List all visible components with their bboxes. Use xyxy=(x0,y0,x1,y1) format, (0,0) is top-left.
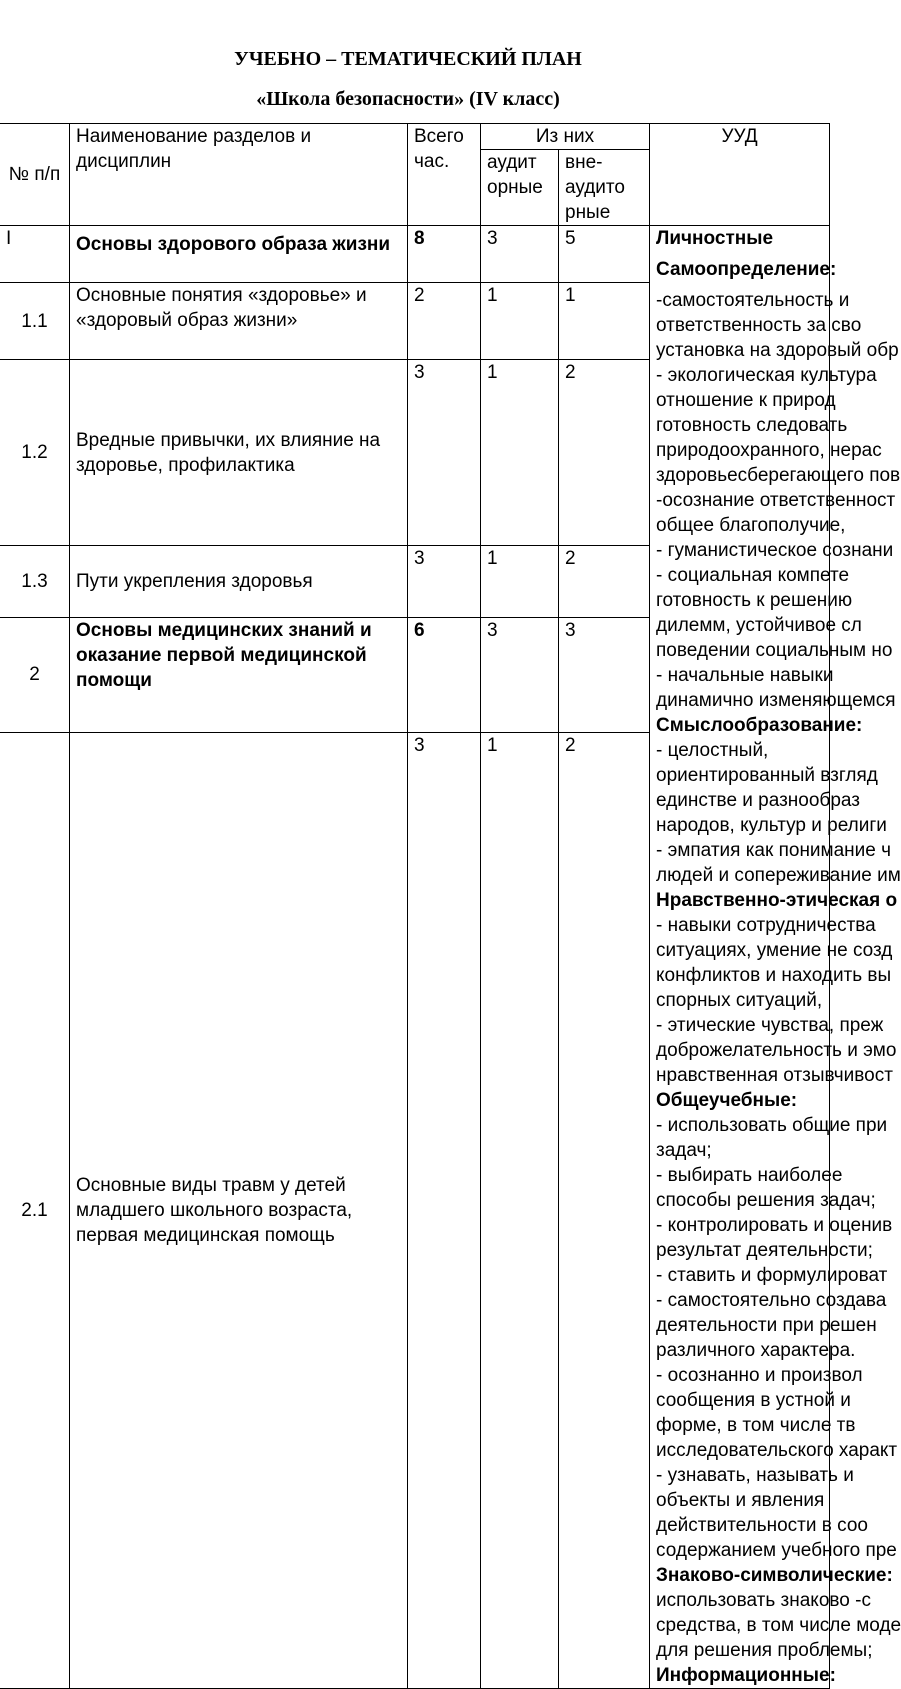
uud-line: динамично изменяющемся xyxy=(656,690,896,711)
uud-line: различного характера. xyxy=(656,1340,856,1361)
header-of-them: Из них xyxy=(481,124,650,150)
uud-line: результат деятельности; xyxy=(656,1240,873,1261)
uud-line: - навыки сотрудничества xyxy=(656,915,876,936)
uud-line: способы решения задач; xyxy=(656,1190,876,1211)
uud-line: конфликтов и находить вы xyxy=(656,965,892,986)
uud-line: доброжелательность и эмо xyxy=(656,1040,897,1061)
row-total: 2 xyxy=(408,282,481,360)
uud-line: ориентированный взгляд xyxy=(656,765,878,786)
uud-cell xyxy=(650,226,901,1689)
uud-line: - узнавать, называть и xyxy=(656,1465,854,1486)
uud-line: Знаково-символические: xyxy=(656,1565,893,1586)
uud-line: - использовать общие при xyxy=(656,1115,888,1136)
row-extra-hours: 2 xyxy=(559,360,650,545)
uud-line: форме, в том числе тв xyxy=(656,1415,856,1436)
row-extra-hours: 3 xyxy=(559,617,650,732)
uud-line: -осознание ответственност xyxy=(656,490,896,511)
uud-line: задач; xyxy=(656,1140,712,1161)
uud-line: - социальная компете xyxy=(656,565,850,586)
row-extra-hours: 2 xyxy=(559,545,650,617)
uud-line: ответственность за сво xyxy=(656,315,862,336)
thematic-plan-table xyxy=(0,123,901,1689)
header-name: Наименование разделов и дисциплин xyxy=(70,124,408,226)
uud-line: для решения проблемы; xyxy=(656,1640,873,1661)
row-num: 2 xyxy=(0,617,70,732)
row-class-hours: 3 xyxy=(481,226,559,283)
row-name: Пути укрепления здоровья xyxy=(70,545,408,617)
row-class-hours: 3 xyxy=(481,617,559,732)
uud-line: исследовательского характ xyxy=(656,1440,898,1461)
row-num: I xyxy=(0,226,70,283)
uud-line: ситуациях, умение не созд xyxy=(656,940,893,961)
header-extra-hours: вне- аудито рные xyxy=(559,150,650,226)
header-num: № п/п xyxy=(0,124,70,226)
uud-line: объекты и явления xyxy=(656,1490,825,1511)
uud-line: дилемм, устойчивое сл xyxy=(656,615,862,636)
uud-line: содержанием учебного пре xyxy=(656,1540,897,1561)
uud-line: сообщения в устной и xyxy=(656,1390,851,1411)
uud-line: - выбирать наиболее xyxy=(656,1165,843,1186)
row-class-hours: 1 xyxy=(481,360,559,545)
uud-line: - начальные навыки xyxy=(656,665,834,686)
row-total: 8 xyxy=(408,226,481,283)
uud-line: Самоопределение: xyxy=(656,259,837,280)
row-num: 1.1 xyxy=(0,282,70,360)
uud-line: - контролировать и оценив xyxy=(656,1215,893,1236)
row-name: Основы медицинских знаний и оказание первой медицинской помощи xyxy=(70,617,408,732)
uud-line: народов, культур и религи xyxy=(656,815,887,836)
page-title: УЧЕБНО – ТЕМАТИЧЕСКИЙ ПЛАН xyxy=(234,48,582,70)
row-total: 3 xyxy=(408,360,481,545)
table-row xyxy=(0,226,830,283)
uud-line: природоохранного, нерас xyxy=(656,440,882,461)
page-subtitle: «Школа безопасности» (IV класс) xyxy=(256,88,560,110)
uud-line: людей и сопереживание им xyxy=(656,865,901,886)
row-total: 3 xyxy=(408,545,481,617)
row-class-hours: 1 xyxy=(481,545,559,617)
uud-line: - экологическая культура xyxy=(656,365,877,386)
uud-line: готовность следовать xyxy=(656,415,848,436)
uud-line: спорных ситуаций, xyxy=(656,990,823,1011)
uud-line: Нравственно-этическая о xyxy=(656,890,898,911)
row-total: 6 xyxy=(408,617,481,732)
row-name: Основы здорового образа жизни xyxy=(70,226,408,283)
header-class-hours: аудит орные xyxy=(481,150,559,226)
header-total: Всего час. xyxy=(408,124,481,226)
uud-line: - ставить и формулироват xyxy=(656,1265,888,1286)
uud-line: Общеучебные: xyxy=(656,1090,798,1111)
row-class-hours: 1 xyxy=(481,282,559,360)
uud-line: нравственная отзывчивост xyxy=(656,1065,893,1086)
row-extra-hours: 5 xyxy=(559,226,650,283)
uud-line: общее благополучие, xyxy=(656,515,846,536)
uud-line: деятельности при решен xyxy=(656,1315,877,1336)
header-row-1 xyxy=(0,124,830,150)
uud-text xyxy=(656,226,901,1688)
uud-line: - осознанно и произвол xyxy=(656,1365,863,1386)
uud-line: - этические чувства, преж xyxy=(656,1015,884,1036)
uud-line: Информационные: xyxy=(656,1665,836,1686)
row-total: 3 xyxy=(408,732,481,1688)
uud-line: единстве и разнообраз xyxy=(656,790,860,811)
row-num: 2.1 xyxy=(0,732,70,1688)
row-num: 1.3 xyxy=(0,545,70,617)
uud-line: - эмпатия как понимание ч xyxy=(656,840,892,861)
uud-line: поведении социальным но xyxy=(656,640,893,661)
row-class-hours: 1 xyxy=(481,732,559,1688)
uud-line: установка на здоровый обр xyxy=(656,340,899,361)
row-name: Вредные привычки, их влияние на здоровье, профилактика xyxy=(70,360,408,545)
uud-line: средства, в том числе моде xyxy=(656,1615,901,1636)
row-name: Основные виды травм у детей младшего школьного возраста, первая медицинская помощь xyxy=(70,732,408,1688)
uud-line: использовать знаково -с xyxy=(656,1590,871,1611)
uud-line: здоровьесберегающего пов xyxy=(656,465,901,486)
uud-line: Смыслообразование: xyxy=(656,715,863,736)
uud-line: - гуманистическое сознани xyxy=(656,540,894,561)
uud-line: действительности в соо xyxy=(656,1515,868,1536)
row-num: 1.2 xyxy=(0,360,70,545)
row-extra-hours: 1 xyxy=(559,282,650,360)
uud-line: готовность к решению xyxy=(656,590,853,611)
header-uud: УУД xyxy=(650,124,830,226)
row-name: Основные понятия «здоровье» и «здоровый образ жизни» xyxy=(70,282,408,360)
uud-line: отношение к природ xyxy=(656,390,836,411)
uud-line: - самостоятельно создава xyxy=(656,1290,887,1311)
row-extra-hours: 2 xyxy=(559,732,650,1688)
uud-line: -самостоятельность и xyxy=(656,290,850,311)
uud-line: Личностные xyxy=(656,228,774,249)
uud-line: - целостный, xyxy=(656,740,769,761)
